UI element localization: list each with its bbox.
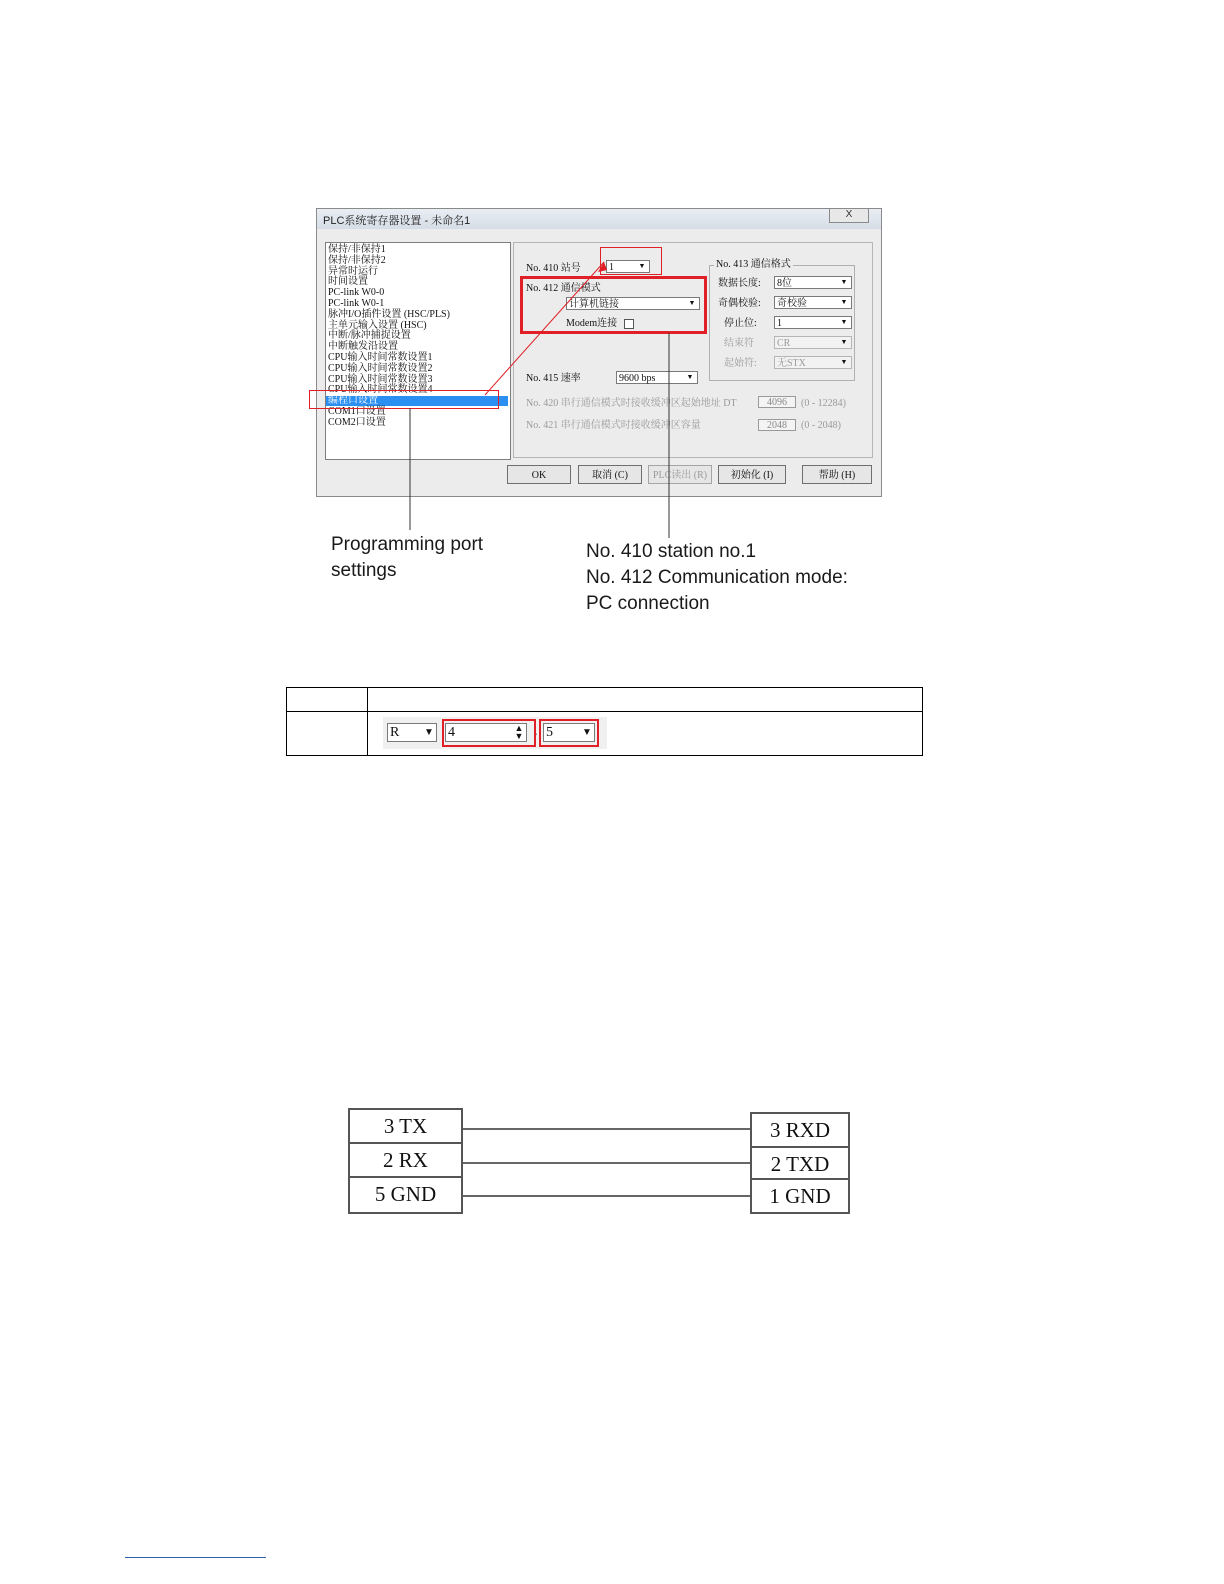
address-separator: . <box>534 724 538 739</box>
data-length-value: 8位 <box>777 278 792 289</box>
no412-label: No. 412 通信模式 <box>526 283 601 294</box>
list-item[interactable]: CPU输入时间常数设置2 <box>328 362 433 374</box>
wire-gnd-gnd <box>463 1195 750 1197</box>
chevron-down-icon: ▼ <box>688 299 696 307</box>
no420-range: (0 - 12284) <box>801 398 846 409</box>
help-button[interactable]: 帮助 (H) <box>802 465 872 484</box>
rx-buffer-size-field[interactable]: 2048 <box>758 419 796 431</box>
plc-read-button[interactable]: PLC读出 (R) <box>648 465 712 484</box>
no421-label: No. 421 串行通信模式时接收缓冲区容量 <box>526 420 701 431</box>
comm-mode-value: 计算机链接 <box>569 299 619 310</box>
start-char-value: 无STX <box>777 358 806 369</box>
address-control <box>383 717 607 749</box>
list-item[interactable]: 异常时运行 <box>328 265 378 277</box>
list-item[interactable]: PC-link W0-0 <box>328 287 385 299</box>
list-item[interactable]: COM1口设置 <box>328 406 386 417</box>
no415-label: No. 415 速率 <box>526 373 581 384</box>
chevron-down-icon: ▼ <box>582 727 592 738</box>
modem-label: Modem连接 <box>566 318 618 329</box>
chevron-down-icon: ▼ <box>424 727 434 738</box>
list-item[interactable]: COM2口设置 <box>328 416 386 428</box>
spin-arrows-icon[interactable]: ▲ ▼ <box>514 723 524 741</box>
stop-bit-label: 停止位: <box>724 318 757 329</box>
table-row-divider <box>287 711 922 712</box>
pointer-line <box>485 262 604 395</box>
callout-station-mode <box>586 539 848 617</box>
word-highlight-box <box>442 719 536 747</box>
address-table <box>286 687 923 756</box>
end-char-value: CR <box>777 338 791 349</box>
list-item[interactable]: CPU输入时间常数设置1 <box>328 352 433 363</box>
callout-left-line1: Programming port <box>331 534 484 555</box>
list-item[interactable]: PC-link W0-1 <box>328 298 385 309</box>
parity-value: 奇校验 <box>777 298 807 309</box>
left-pin-rx: 2 RX <box>348 1142 463 1178</box>
list-item[interactable]: 中断触发沿设置 <box>328 341 398 353</box>
rx-buffer-start-field[interactable]: 4096 <box>758 396 796 408</box>
bit-address-value: 5 <box>546 725 553 740</box>
chevron-down-icon: ▼ <box>840 278 848 286</box>
list-item[interactable]: 主单元输入设置 (HSC) <box>328 319 427 331</box>
no420-label: No. 420 串行通信模式时接收缓冲区起始地址 DT <box>526 398 737 409</box>
init-button[interactable]: 初始化 (I) <box>718 465 786 484</box>
chevron-down-icon: ▼ <box>840 338 848 346</box>
wire-tx-rxd <box>463 1128 750 1130</box>
list-item[interactable]: 中断/脉冲捕捉设置 <box>328 330 411 342</box>
left-pin-tx: 3 TX <box>348 1108 463 1144</box>
right-pin-txd: 2 TXD <box>750 1146 850 1180</box>
chevron-down-icon: ▼ <box>840 298 848 306</box>
baud-rate-value: 9600 bps <box>619 373 656 384</box>
wire-rx-txd <box>463 1162 750 1164</box>
chevron-down-icon: ▼ <box>638 262 646 270</box>
cancel-button[interactable]: 取消 (C) <box>578 465 642 484</box>
area-type-select[interactable] <box>387 723 437 742</box>
footnote-rule <box>125 1557 266 1558</box>
bit-highlight-box <box>539 719 599 747</box>
list-item[interactable]: CPU输入时间常数设置3 <box>328 373 433 385</box>
end-char-label: 结束符 <box>724 338 754 349</box>
start-char-label: 起始符: <box>724 358 757 369</box>
list-item-programming-port-selected[interactable]: 编程口设置 <box>326 396 508 406</box>
no410-label: No. 410 站号 <box>526 263 581 274</box>
wiring-diagram <box>348 1108 852 1216</box>
callout-right-line1: No. 410 station no.1 <box>586 541 757 562</box>
close-button[interactable]: X <box>829 209 869 223</box>
callout-right-line2: No. 412 Communication mode: <box>586 567 848 588</box>
list-item[interactable]: 保持/非保持2 <box>328 254 386 266</box>
list-item[interactable]: CPU输入时间常数设置4 <box>328 384 433 396</box>
left-pin-gnd: 5 GND <box>348 1176 463 1214</box>
callout-programming-port <box>331 532 483 584</box>
list-item[interactable]: 保持/非保持1 <box>328 244 386 255</box>
data-length-label: 数据长度: <box>718 278 761 289</box>
list-item[interactable]: 脉冲I/O插件设置 (HSC/PLS) <box>328 308 450 320</box>
word-address-value: 4 <box>448 725 455 740</box>
ok-button[interactable]: OK <box>507 465 571 484</box>
list-item[interactable]: 时间设置 <box>328 276 368 288</box>
chevron-down-icon: ▼ <box>840 318 848 326</box>
callout-right-line3: PC connection <box>586 593 710 614</box>
parity-label: 奇偶校验: <box>718 298 761 309</box>
no421-range: (0 - 2048) <box>801 420 841 431</box>
callout-left-line2: settings <box>331 560 397 581</box>
chevron-down-icon: ▼ <box>840 358 848 366</box>
table-col-divider <box>367 688 368 755</box>
right-pin-rxd: 3 RXD <box>750 1112 850 1148</box>
area-type-value: R <box>390 725 400 740</box>
right-pin-gnd: 1 GND <box>750 1178 850 1214</box>
dialog-title: PLC系统寄存器设置 - 未命名1 <box>323 215 471 227</box>
stop-bit-value: 1 <box>777 318 782 329</box>
chevron-down-icon: ▼ <box>686 373 694 381</box>
station-no-value: 1 <box>609 262 614 273</box>
no413-label: No. 413 通信格式 <box>716 259 791 270</box>
